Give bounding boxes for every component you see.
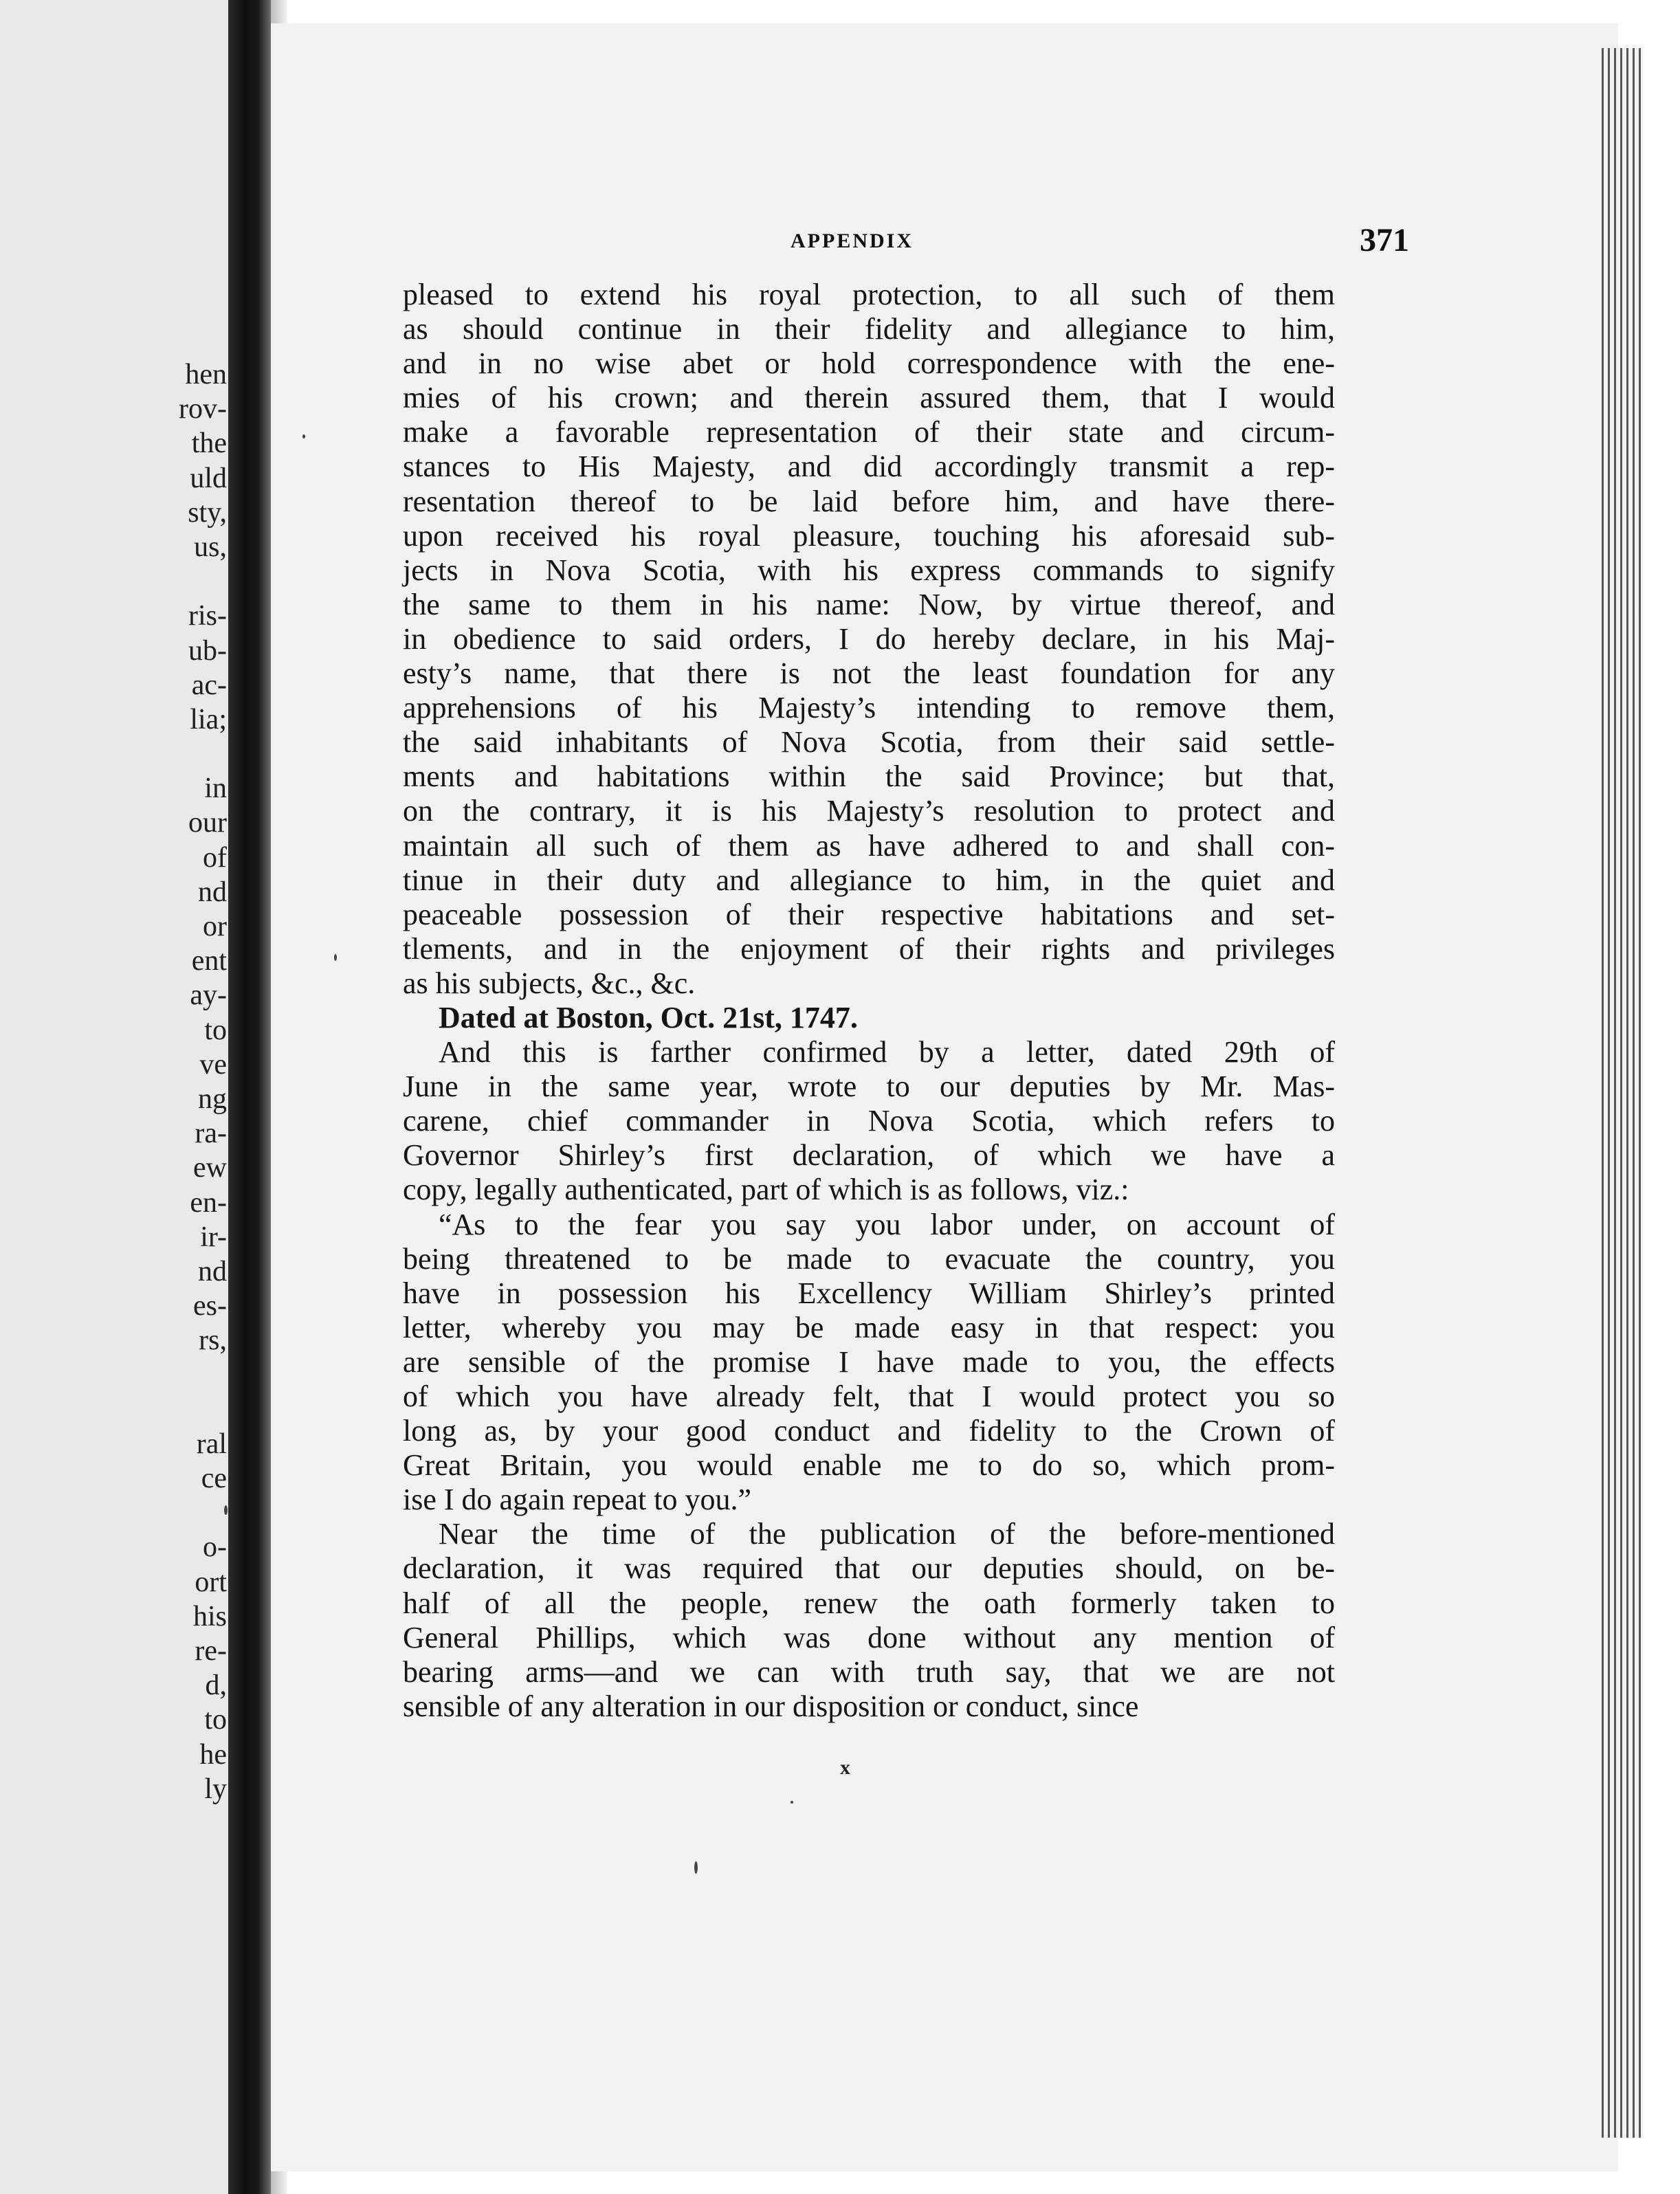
print-speck [334, 954, 337, 961]
left-page-fragment: re- [195, 1635, 227, 1667]
text-line: half of all the people, renew the oath formerly taken to [403, 1586, 1335, 1620]
running-title: APPENDIX [791, 230, 914, 252]
print-speck [791, 1801, 793, 1804]
page-number: 371 [1360, 222, 1409, 258]
left-page-fragment: sty, [188, 496, 227, 529]
left-page-fragment: ub- [188, 634, 227, 667]
book-gutter [228, 0, 271, 2194]
left-page-fragment: rs, [199, 1325, 227, 1357]
body-text [403, 278, 1335, 1724]
text-line: apprehensions of his Majesty’s intending to remove them, [403, 691, 1335, 725]
text-line: copy, legally authenticated, part of which is as follows, viz.: [403, 1173, 1129, 1207]
text-line: June in the same year, wrote to our deputies by Mr. Mas- [403, 1070, 1335, 1104]
left-page-fragment [0, 737, 227, 771]
page-edges [1602, 48, 1643, 2138]
text-line: and in no wise abet or hold correspondence with the ene- [403, 346, 1335, 381]
left-page-fragment: ng [198, 1083, 227, 1115]
text-line: being threatened to be made to evacuate the country, you [403, 1241, 1335, 1276]
page-margin [1643, 62, 1680, 2158]
left-page-fragment: ay- [190, 979, 227, 1012]
left-page-fragment: nd [198, 1255, 227, 1287]
left-page-fragment: ral [196, 1428, 227, 1460]
left-page-fragment: es- [193, 1290, 227, 1322]
print-speck [302, 434, 305, 439]
left-page-fragment: ort [195, 1566, 227, 1598]
text-line: the said inhabitants of Nova Scotia, from their said settle- [403, 725, 1335, 760]
text-line: pleased to extend his royal protection, to all such of them [403, 278, 1335, 311]
text-line: Great Britain, you would enable me to do so, which prom- [403, 1448, 1335, 1483]
text-line: bearing arms—and we can with truth say, that we are not [403, 1654, 1335, 1689]
left-page-fragment: to [204, 1704, 227, 1736]
text-line: in obedience to said orders, I do hereby declare, in his Maj- [403, 621, 1335, 656]
text-line: Dated at Boston, Oct. 21st, 1747. [439, 1000, 858, 1034]
text-line: Near the time of the publication of the before-mentioned [439, 1517, 1335, 1551]
page-header [791, 224, 1409, 265]
text-line: General Phillips, which was done without any mention of [403, 1620, 1335, 1654]
text-line: carene, chief commander in Nova Scotia, which refers to [403, 1104, 1335, 1138]
text-line: “As to the fear you say you labor under, on account of [439, 1207, 1335, 1241]
text-line: ments and habitations within the said Province; but that, [403, 760, 1335, 794]
text-line: Governor Shirley’s first declaration, of which we have a [403, 1138, 1335, 1173]
text-line: are sensible of the promise I have made to you, the effects [403, 1344, 1335, 1379]
print-speck [224, 1505, 228, 1515]
left-page-fragment: ly [204, 1773, 227, 1805]
left-page-fragment: the [191, 428, 227, 460]
left-page-fragment: ac- [191, 669, 227, 701]
left-page-fragment: to [204, 1014, 227, 1046]
left-page-fragment: rov- [179, 393, 227, 425]
text-line: And this is farther confirmed by a letter, dated 29th of [439, 1035, 1335, 1070]
left-page-fragment: en- [190, 1186, 227, 1219]
left-page-fragment: d, [205, 1670, 227, 1702]
text-line: tinue in their duty and allegiance to him, in the quiet and [403, 863, 1335, 897]
text-line: sensible of any alteration in our disposition or conduct, since [403, 1689, 1139, 1723]
left-page-fragment: ent [191, 945, 227, 977]
text-line: make a favorable representation of their state and circum- [403, 415, 1335, 450]
text-line: peaceable possession of their respective habitations and set- [403, 897, 1335, 931]
left-page-fragment [0, 1393, 227, 1427]
left-page-fragment: of [203, 841, 227, 874]
print-speck [694, 1861, 698, 1874]
text-line: upon received his royal pleasure, touching his aforesaid sub- [403, 518, 1335, 553]
left-page-fragment: or [203, 911, 227, 942]
text-line: stances to His Majesty, and did accordingly transmit a rep- [403, 450, 1335, 484]
text-line: as should continue in their fidelity and allegiance to him, [403, 312, 1335, 346]
text-line: jects in Nova Scotia, with his express commands to signify [403, 553, 1335, 587]
text-line: esty’s name, that there is not the least foundation for any [403, 656, 1335, 691]
left-page-fragment: uld [190, 462, 227, 494]
left-facing-page [0, 0, 228, 2194]
left-page-fragment: o- [203, 1531, 227, 1564]
left-page-fragment: lia; [190, 703, 227, 735]
left-page-fragment: ce [201, 1463, 227, 1494]
left-page-fragment: ve [199, 1048, 227, 1081]
text-line: as his subjects, &c., &c. [403, 966, 696, 1000]
signature-mark: x [840, 1756, 850, 1779]
left-page-fragment [0, 564, 227, 599]
text-line: declaration, it was required that our deputies should, on be- [403, 1551, 1335, 1586]
text-line: mies of his crown; and therein assured them, that I would [403, 381, 1335, 415]
left-page-fragment: ew [193, 1152, 227, 1184]
text-line: on the contrary, it is his Majesty’s resolution to protect and [403, 794, 1335, 828]
left-page-fragment: nd [198, 876, 227, 908]
left-page-line-fragments [0, 357, 227, 1806]
text-line: the same to them in his name: Now, by virtue thereof, and [403, 587, 1335, 621]
text-line: ise I do again repeat to you.” [403, 1483, 752, 1517]
left-page-fragment: ris- [188, 600, 227, 632]
text-line: long as, by your good conduct and fidelity to the Crown of [403, 1414, 1335, 1448]
left-page-fragment: ir- [200, 1221, 227, 1253]
text-line: of which you have already felt, that I would protect you so [403, 1379, 1335, 1413]
left-page-fragment: in [204, 773, 227, 805]
left-page-fragment [0, 1496, 227, 1530]
left-page-fragment: hen [185, 359, 227, 390]
left-page-fragment [0, 1358, 227, 1392]
left-page-fragment: his [192, 1600, 227, 1632]
left-page-fragment: he [199, 1738, 227, 1771]
left-page-fragment: ra- [195, 1118, 227, 1150]
text-line: tlements, and in the enjoyment of their rights and privileges [403, 931, 1335, 966]
text-line: have in possession his Excellency William Shirley’s printed [403, 1276, 1335, 1310]
text-line: letter, whereby you may be made easy in that respect: you [403, 1310, 1335, 1344]
text-line: maintain all such of them as have adhered to and shall con- [403, 828, 1335, 863]
left-page-fragment: us, [194, 531, 227, 563]
left-page-fragment: our [188, 807, 227, 839]
text-line: resentation thereof to be laid before him, and have there- [403, 484, 1335, 518]
